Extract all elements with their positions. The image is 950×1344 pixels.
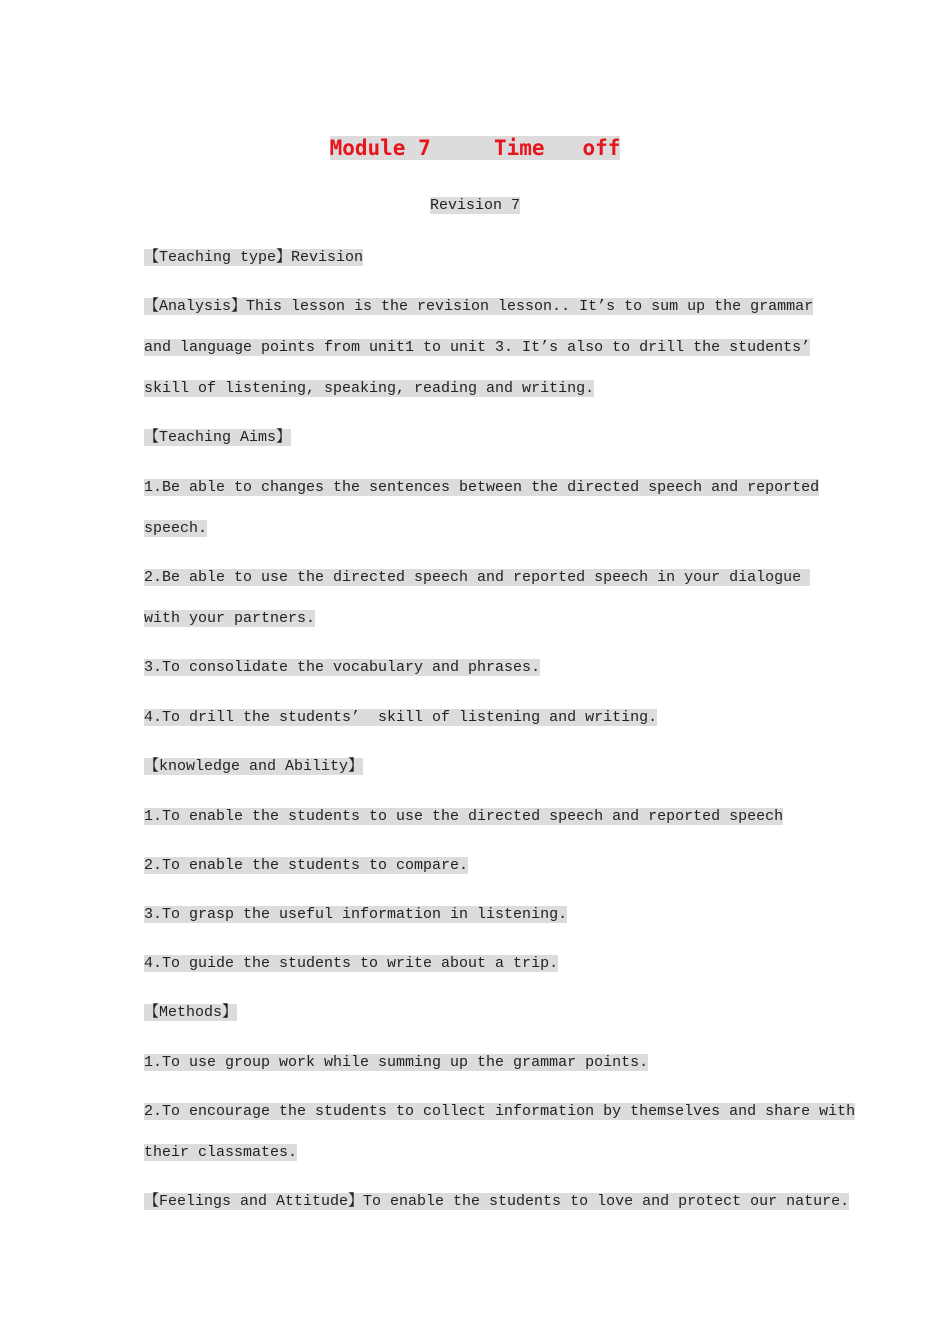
aim-3: 3.To consolidate the vocabulary and phrases.	[144, 659, 541, 676]
ability-4: 4.To guide the students to write about a trip.	[144, 955, 559, 972]
aim-1-line-1: 1.Be able to changes the sentences between the directed speech and reported	[144, 479, 820, 496]
method-2-line-1: 2.To encourage the students to collect information by themselves and share with	[144, 1103, 856, 1120]
page-title-text: Module 7 Time off	[329, 136, 621, 160]
section-methods: 【Methods】	[144, 1004, 238, 1021]
method-2-line-2: their classmates.	[144, 1144, 298, 1161]
aim-4: 4.To drill the students’ skill of listening and writing.	[144, 709, 658, 726]
page-subtitle	[0, 197, 950, 214]
method-1: 1.To use group work while summing up the grammar points.	[144, 1054, 649, 1071]
analysis-line-2: and language points from unit1 to unit 3. It’s also to drill the students’	[144, 339, 811, 356]
aim-2-line-2: with your partners.	[144, 610, 316, 627]
page-subtitle-text: Revision 7	[429, 197, 520, 214]
ability-1: 1.To enable the students to use the directed speech and reported speech	[144, 808, 784, 825]
ability-3: 3.To grasp the useful information in listening.	[144, 906, 568, 923]
ability-2: 2.To enable the students to compare.	[144, 857, 469, 874]
section-knowledge-ability: 【knowledge and Ability】	[144, 758, 364, 775]
aim-2-line-1: 2.Be able to use the directed speech and reported speech in your dialogue	[144, 569, 811, 586]
page-title	[0, 136, 950, 160]
analysis-line-1: 【Analysis】This lesson is the revision lesson.. It’s to sum up the grammar	[144, 298, 814, 315]
section-feelings-attitude: 【Feelings and Attitude】To enable the students to love and protect our nature.	[144, 1193, 850, 1210]
section-teaching-aims: 【Teaching Aims】	[144, 429, 292, 446]
aim-1-line-2: speech.	[144, 520, 208, 537]
section-teaching-type: 【Teaching type】Revision	[144, 249, 364, 266]
analysis-line-3: skill of listening, speaking, reading and writing.	[144, 380, 595, 397]
